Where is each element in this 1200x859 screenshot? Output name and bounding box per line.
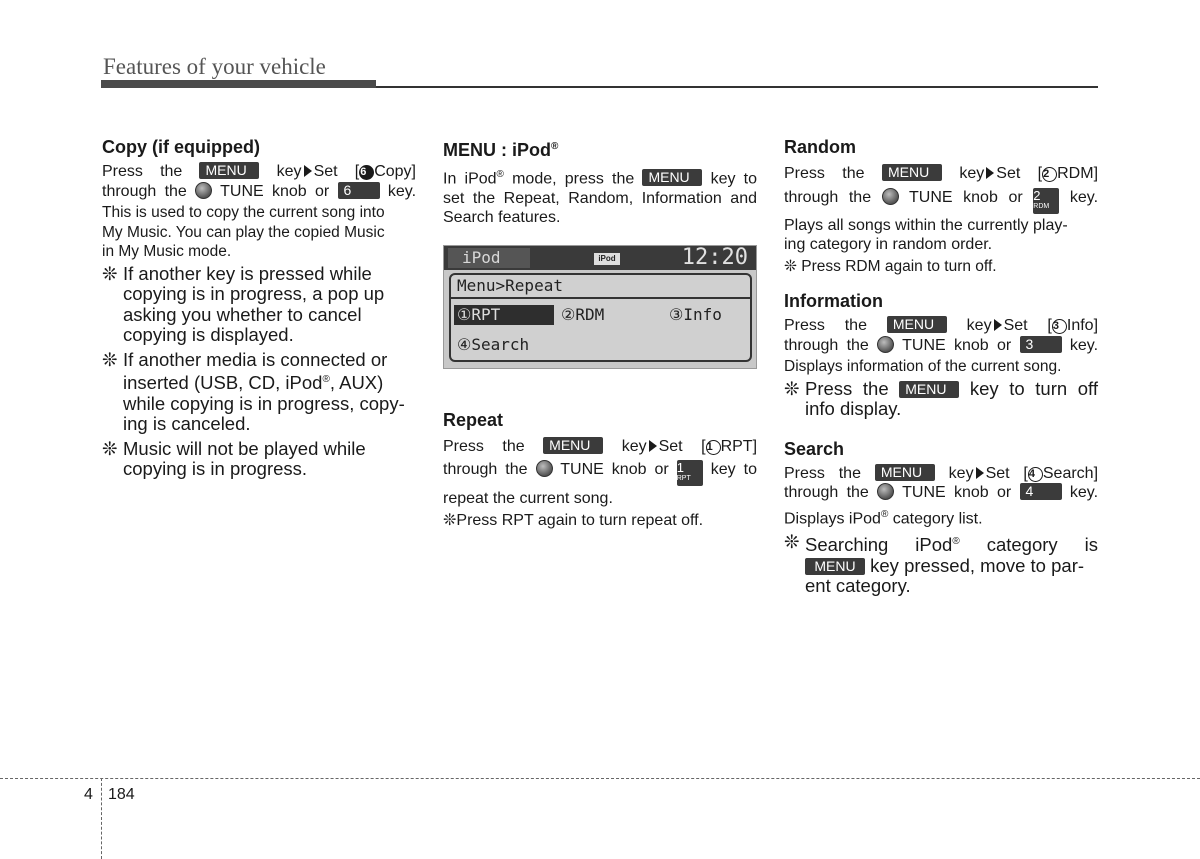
display-option-info: ③Info — [669, 304, 722, 324]
display-menu-path: Menu>Repeat — [457, 275, 563, 295]
menu-key-icon: MENU — [642, 169, 702, 186]
key-3-icon: 3 — [1020, 336, 1062, 353]
copy-description: This is used to copy the current song into My Music. You can play the copied Music in My Music mode. — [102, 204, 385, 260]
menu-key-icon: MENU — [543, 437, 603, 454]
repeat-line-2: through the TUNE knob or 1 RPT key to — [443, 460, 757, 486]
note-mark-icon: ❊ — [102, 437, 118, 459]
repeat-line-3: repeat the current song. — [443, 490, 613, 508]
information-line-1: Press the MENU key Set [3 Info] — [784, 316, 1099, 334]
menu-key-icon: MENU — [887, 316, 947, 333]
menu-key-icon: MENU — [199, 162, 259, 179]
page-number: 184 — [108, 786, 135, 803]
footer-dashed-rule — [0, 778, 1200, 779]
display-mode-tab: iPod — [448, 248, 530, 268]
search-description: Displays iPod® category list. — [784, 508, 983, 527]
header-rule-thick — [101, 80, 376, 88]
menu-key-icon: MENU — [882, 164, 942, 181]
circled-one-icon: 1 — [706, 440, 721, 455]
random-description: Plays all songs within the currently play- ing category in random order. — [784, 216, 1068, 253]
column-random-info-search — [784, 136, 1098, 597]
page-header-title: Features of your vehicle — [103, 54, 326, 79]
arrow-right-icon — [994, 319, 1002, 331]
search-line-1: Press the MENU key Set [4 Search] — [784, 463, 1099, 482]
note-mark-icon: ❊ — [784, 531, 800, 553]
menu-ipod-line-2: set the Repeat, Random, Information and — [443, 189, 757, 207]
column-menu-ipod — [443, 136, 757, 530]
section-title-search: Search — [784, 438, 845, 459]
display-divider — [451, 297, 750, 299]
footer-vertical-rule — [101, 778, 102, 859]
information-description: Displays information of the current song. — [784, 358, 1062, 375]
section-title-copy: Copy (if equipped) — [102, 137, 260, 157]
display-status-bar — [444, 246, 756, 270]
random-line-1: Press the MENU key Set [2 RDM] — [784, 164, 1099, 182]
copy-note-3: ❊ Music will not be played while copying is in progress. — [102, 437, 366, 480]
tune-knob-icon — [882, 188, 899, 205]
display-menu-panel — [449, 273, 752, 362]
chapter-number: 4 — [84, 786, 93, 803]
circled-four-icon: 4 — [1028, 467, 1043, 482]
circled-two-icon: 2 — [1042, 167, 1057, 182]
display-option-rdm: ②RDM — [561, 304, 605, 324]
rdm-key-icon: 2 RDM — [1033, 188, 1059, 214]
tune-knob-icon — [877, 336, 894, 353]
information-line-2: through the TUNE knob or 3 key. — [784, 335, 1099, 354]
repeat-line-1: Press the MENU key Set [1 RPT] — [443, 436, 758, 455]
column-copy — [102, 136, 416, 480]
tune-knob-icon — [877, 483, 894, 500]
arrow-right-icon — [649, 440, 657, 452]
tune-knob-icon — [195, 182, 212, 199]
display-option-rpt: ①RPT — [454, 305, 554, 325]
menu-key-icon: MENU — [899, 381, 959, 398]
menu-ipod-line-3: Search features. — [443, 209, 561, 227]
ipod-display-screen — [443, 245, 757, 369]
random-note: ❊ Press RDM again to turn off. — [784, 257, 997, 275]
key-4-icon: 4 — [1020, 483, 1062, 500]
copy-instruction-line-2: through the TUNE knob or 6 key. — [102, 181, 417, 200]
menu-key-icon: MENU — [875, 464, 935, 481]
note-mark-icon: ❊ — [443, 511, 457, 529]
circled-three-icon: 3 — [1052, 319, 1067, 334]
menu-ipod-line-1: In iPod® mode, press the MENU key to — [443, 169, 758, 188]
repeat-note: ❊Press RPT again to turn repeat off. — [443, 511, 704, 529]
search-note: ❊ Searching iPod® category is MENU key pressed, move to par- ent category. — [784, 531, 1098, 597]
arrow-right-icon — [976, 467, 984, 479]
copy-note-2: ❊ If another media is connected or inserted (USB, CD, iPod®, AUX) while copying is in progress, copy- ing is canceled. — [102, 348, 405, 435]
arrow-right-icon — [986, 167, 994, 179]
key-6-icon: 6 — [338, 182, 380, 199]
section-title-random: Random — [784, 137, 856, 157]
ipod-status-icon: iPod — [594, 253, 620, 265]
random-line-2: through the TUNE knob or 2 RDM key. — [784, 188, 1098, 214]
menu-key-icon: MENU — [805, 558, 865, 575]
information-note: ❊ Press the MENU key to turn off info display. — [784, 377, 1098, 419]
arrow-right-icon — [304, 165, 312, 177]
circled-six-icon: 6 — [359, 165, 374, 180]
header-rule-thin — [376, 86, 1098, 88]
note-mark-icon: ❊ — [784, 377, 800, 399]
search-line-2: through the TUNE knob or 4 key. — [784, 483, 1099, 501]
note-mark-icon: ❊ — [102, 348, 118, 370]
section-title-repeat: Repeat — [443, 409, 504, 430]
copy-note-1: ❊ If another key is pressed while copying is in progress, a pop up asking you whether to cancel copying is displayed. — [102, 262, 385, 345]
display-option-search: ④Search — [457, 334, 530, 354]
note-mark-icon: ❊ — [784, 257, 802, 275]
section-title-information: Information — [784, 291, 883, 311]
tune-knob-icon — [536, 460, 553, 477]
section-title-menu-ipod: MENU : iPod® — [443, 140, 559, 160]
display-clock: 12:20 — [681, 244, 748, 270]
copy-instruction-line-1: Press the MENU key Set [6 Copy] — [102, 162, 416, 180]
rpt-key-icon: 1 RPT — [677, 460, 703, 486]
note-mark-icon: ❊ — [102, 262, 118, 284]
